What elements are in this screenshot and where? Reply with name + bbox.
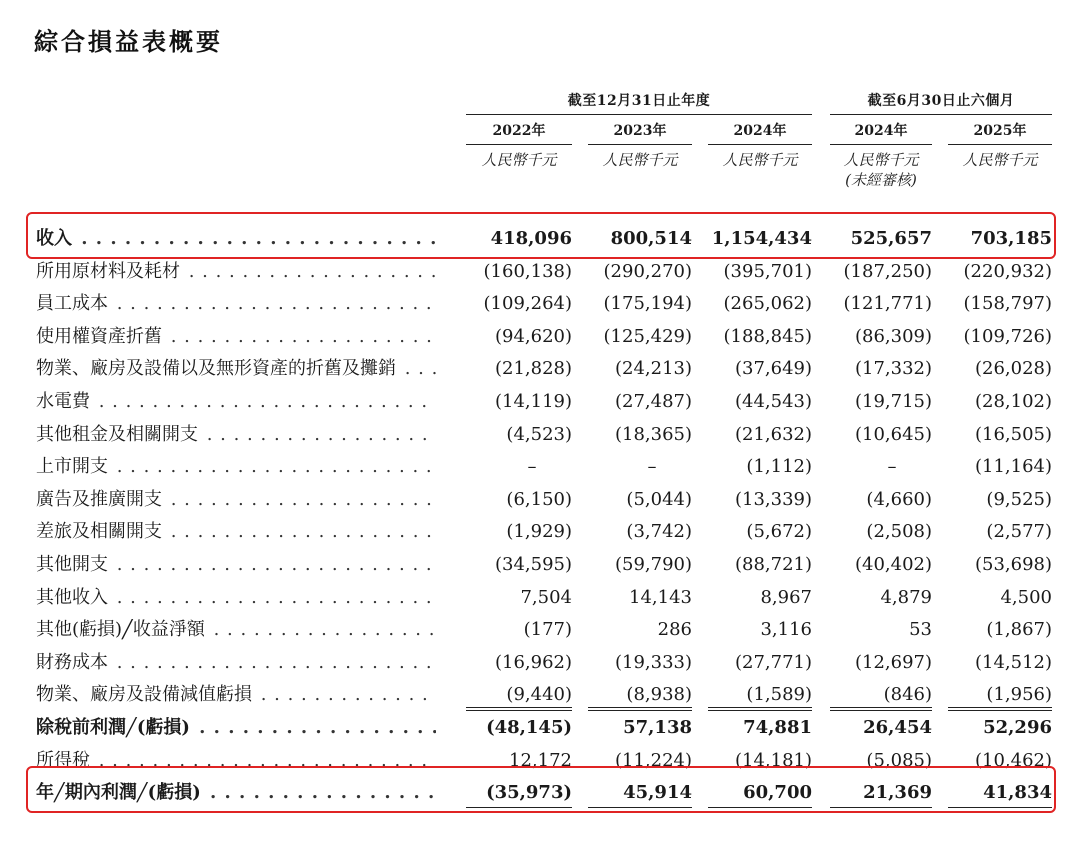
cell-value: 4,500 bbox=[1000, 586, 1052, 608]
cell-value: (28,102) bbox=[974, 390, 1052, 412]
cell-value: 703,185 bbox=[970, 228, 1052, 249]
cell-value: (16,505) bbox=[974, 423, 1052, 445]
subtotal-rule bbox=[708, 710, 812, 711]
cell-value: (125,429) bbox=[603, 325, 692, 347]
cell-value: (188,845) bbox=[723, 325, 812, 347]
row-label bbox=[36, 717, 436, 739]
cell-value: 4,879 bbox=[880, 586, 932, 608]
page-title: 綜合損益表概要 bbox=[34, 28, 223, 56]
cell-value: – bbox=[887, 456, 897, 478]
table-row bbox=[0, 255, 1080, 288]
row-label-text: 其他租金及相關開支 bbox=[36, 423, 198, 445]
cell-value: (2,577) bbox=[986, 521, 1052, 543]
column-year-header: 2024年 bbox=[830, 120, 932, 145]
column-unit-note: (未經審核) bbox=[845, 171, 917, 189]
row-label bbox=[36, 521, 436, 543]
column-group-header: 截至6月30日止六個月 bbox=[830, 90, 1052, 115]
table-row bbox=[0, 483, 1080, 516]
cell-value: 418,096 bbox=[490, 228, 572, 249]
cell-value: 8,967 bbox=[760, 586, 812, 608]
cell-value: (21,828) bbox=[494, 358, 572, 380]
cell-value: (17,332) bbox=[854, 358, 932, 380]
cell-value: 21,369 bbox=[863, 782, 932, 804]
cell-value: (16,962) bbox=[494, 651, 572, 673]
cell-value: (160,138) bbox=[483, 260, 572, 282]
cell-value: 52,296 bbox=[983, 716, 1052, 738]
cell-value: (2,508) bbox=[866, 521, 932, 543]
cell-value: (1,589) bbox=[746, 684, 812, 706]
cell-value: (19,715) bbox=[854, 390, 932, 412]
table-row bbox=[0, 581, 1080, 614]
row-label bbox=[36, 619, 436, 641]
cell-value: (19,333) bbox=[614, 651, 692, 673]
cell-value: (5,085) bbox=[866, 749, 932, 771]
cell-value: 14,143 bbox=[629, 586, 692, 608]
cell-value: – bbox=[647, 456, 657, 478]
cell-value: 12,172 bbox=[509, 749, 572, 771]
cell-value: (121,771) bbox=[843, 293, 932, 315]
table-row bbox=[0, 515, 1080, 548]
highlight-box bbox=[26, 212, 1056, 259]
cell-value: (14,512) bbox=[974, 651, 1052, 673]
cell-value: (10,462) bbox=[974, 749, 1052, 771]
cell-value: 41,834 bbox=[983, 782, 1052, 804]
table-row bbox=[0, 450, 1080, 483]
cell-value: (14,181) bbox=[734, 749, 812, 771]
cell-value: 26,454 bbox=[863, 716, 932, 738]
row-label-text: 物業、廠房及設備減值虧損 bbox=[36, 684, 252, 706]
cell-value: (88,721) bbox=[734, 553, 812, 575]
table-row bbox=[0, 320, 1080, 353]
highlight-box bbox=[26, 766, 1056, 813]
row-label-text: 除稅前利潤╱(虧損) bbox=[36, 716, 190, 738]
row-label-text: 使用權資產折舊 bbox=[36, 325, 162, 347]
cell-value: (8,938) bbox=[626, 684, 692, 706]
cell-value: (1,956) bbox=[986, 684, 1052, 706]
column-year-header: 2024年 bbox=[708, 120, 812, 145]
cell-value: 1,154,434 bbox=[711, 228, 812, 249]
column-unit-header bbox=[948, 150, 1052, 170]
cell-value: (10,645) bbox=[854, 423, 932, 445]
cell-value: 60,700 bbox=[743, 782, 812, 804]
row-label-text: 所用原材料及耗材 bbox=[36, 260, 180, 282]
row-label-text: 所得稅 bbox=[36, 749, 90, 771]
row-label bbox=[36, 587, 436, 609]
row-label bbox=[36, 456, 436, 478]
cell-value: 53 bbox=[909, 619, 932, 641]
row-label-text: 物業、廠房及設備以及無形資產的折舊及攤銷 bbox=[36, 358, 396, 380]
subtotal-rule bbox=[830, 707, 932, 708]
cell-value: (34,595) bbox=[494, 553, 572, 575]
cell-value: (11,224) bbox=[614, 749, 692, 771]
row-label-text: 差旅及相關開支 bbox=[36, 521, 162, 543]
column-unit-label: 人民幣千元 bbox=[602, 151, 678, 169]
cell-value: (37,649) bbox=[734, 358, 812, 380]
row-label bbox=[36, 358, 436, 380]
row-label bbox=[36, 424, 436, 446]
cell-value: (12,697) bbox=[854, 651, 932, 673]
cell-value: (48,145) bbox=[486, 716, 572, 738]
cell-value: (6,150) bbox=[506, 488, 572, 510]
subtotal-rule bbox=[466, 710, 572, 711]
row-label-text: 員工成本 bbox=[36, 293, 108, 315]
row-label-text: 廣告及推廣開支 bbox=[36, 488, 162, 510]
cell-value: (27,487) bbox=[614, 390, 692, 412]
row-label-text: 其他收入 bbox=[36, 586, 108, 608]
cell-value: (1,929) bbox=[506, 521, 572, 543]
cell-value: (1,112) bbox=[746, 456, 812, 478]
cell-value: (44,543) bbox=[734, 390, 812, 412]
cell-value: (846) bbox=[883, 684, 932, 706]
cell-value: (109,726) bbox=[963, 325, 1052, 347]
table-row bbox=[0, 385, 1080, 418]
row-label bbox=[36, 489, 436, 511]
row-label-text: 其他開支 bbox=[36, 553, 108, 575]
table-row bbox=[0, 287, 1080, 320]
cell-value: (4,523) bbox=[506, 423, 572, 445]
row-label-text: 財務成本 bbox=[36, 651, 108, 673]
cell-value: 800,514 bbox=[610, 228, 692, 249]
cell-value: (290,270) bbox=[603, 260, 692, 282]
cell-value: 525,657 bbox=[850, 228, 932, 249]
cell-value: (35,973) bbox=[486, 782, 572, 804]
subtotal-rule bbox=[588, 710, 692, 711]
subtotal-rule bbox=[948, 710, 1052, 711]
cell-value: 45,914 bbox=[623, 782, 692, 804]
column-unit-header bbox=[588, 150, 692, 170]
cell-value: (59,790) bbox=[614, 553, 692, 575]
cell-value: (86,309) bbox=[854, 325, 932, 347]
cell-value: (175,194) bbox=[603, 293, 692, 315]
cell-value: (9,440) bbox=[506, 684, 572, 706]
row-label-text: 水電費 bbox=[36, 390, 90, 412]
cell-value: (1,867) bbox=[986, 619, 1052, 641]
cell-value: (26,028) bbox=[974, 358, 1052, 380]
cell-value: (4,660) bbox=[866, 488, 932, 510]
column-year-header: 2025年 bbox=[948, 120, 1052, 145]
cell-value: (220,932) bbox=[963, 260, 1052, 282]
column-unit-label: 人民幣千元 bbox=[843, 151, 919, 169]
subtotal-rule bbox=[708, 707, 812, 708]
cell-value: (18,365) bbox=[614, 423, 692, 445]
cell-value: (24,213) bbox=[614, 358, 692, 380]
cell-value: (109,264) bbox=[483, 293, 572, 315]
row-label bbox=[36, 293, 436, 315]
cell-value: 57,138 bbox=[623, 716, 692, 738]
cell-value: (94,620) bbox=[494, 325, 572, 347]
row-label-text: 年╱期內利潤╱(虧損) bbox=[36, 782, 201, 804]
subtotal-rule bbox=[466, 707, 572, 708]
column-year-header: 2022年 bbox=[466, 120, 572, 145]
row-label bbox=[36, 261, 436, 283]
subtotal-rule bbox=[588, 707, 692, 708]
cell-value: 3,116 bbox=[760, 619, 812, 641]
cell-value: (187,250) bbox=[843, 260, 932, 282]
table-row bbox=[0, 352, 1080, 385]
subtotal-rule bbox=[948, 707, 1052, 708]
cell-value: (53,698) bbox=[974, 553, 1052, 575]
row-label-text: 收入 bbox=[36, 228, 72, 249]
cell-value: (9,525) bbox=[986, 488, 1052, 510]
cell-value: (265,062) bbox=[723, 293, 812, 315]
cell-value: 74,881 bbox=[743, 716, 812, 738]
cell-value: (14,119) bbox=[494, 390, 572, 412]
column-unit-header bbox=[466, 150, 572, 170]
cell-value: (21,632) bbox=[734, 423, 812, 445]
column-unit-header bbox=[830, 150, 932, 190]
column-year-header: 2023年 bbox=[588, 120, 692, 145]
cell-value: (27,771) bbox=[734, 651, 812, 673]
cell-value: (3,742) bbox=[626, 521, 692, 543]
column-unit-label: 人民幣千元 bbox=[962, 151, 1038, 169]
cell-value: (395,701) bbox=[723, 260, 812, 282]
cell-value: (177) bbox=[523, 619, 572, 641]
cell-value: 7,504 bbox=[520, 586, 572, 608]
row-label-text: 其他(虧損)╱收益淨額 bbox=[36, 619, 205, 641]
cell-value: 286 bbox=[657, 619, 692, 641]
row-label bbox=[36, 326, 436, 348]
table-row bbox=[0, 613, 1080, 646]
table-row bbox=[0, 711, 1080, 744]
row-label bbox=[36, 684, 436, 706]
column-group-header: 截至12月31日止年度 bbox=[466, 90, 812, 115]
table-row bbox=[0, 646, 1080, 679]
cell-value: (5,044) bbox=[626, 488, 692, 510]
subtotal-rule bbox=[830, 710, 932, 711]
income-statement-table bbox=[0, 222, 1080, 809]
cell-value: (13,339) bbox=[734, 488, 812, 510]
cell-value: – bbox=[527, 456, 537, 478]
row-label-text: 上市開支 bbox=[36, 456, 108, 478]
column-unit-header bbox=[708, 150, 812, 170]
cell-value: (40,402) bbox=[854, 553, 932, 575]
cell-value: (5,672) bbox=[746, 521, 812, 543]
cell-value: (158,797) bbox=[963, 293, 1052, 315]
column-unit-label: 人民幣千元 bbox=[481, 151, 557, 169]
row-label bbox=[36, 554, 436, 576]
row-label bbox=[36, 652, 436, 674]
column-unit-label: 人民幣千元 bbox=[722, 151, 798, 169]
table-row bbox=[0, 548, 1080, 581]
table-row bbox=[0, 418, 1080, 451]
cell-value: (11,164) bbox=[974, 456, 1052, 478]
row-label bbox=[36, 391, 436, 413]
